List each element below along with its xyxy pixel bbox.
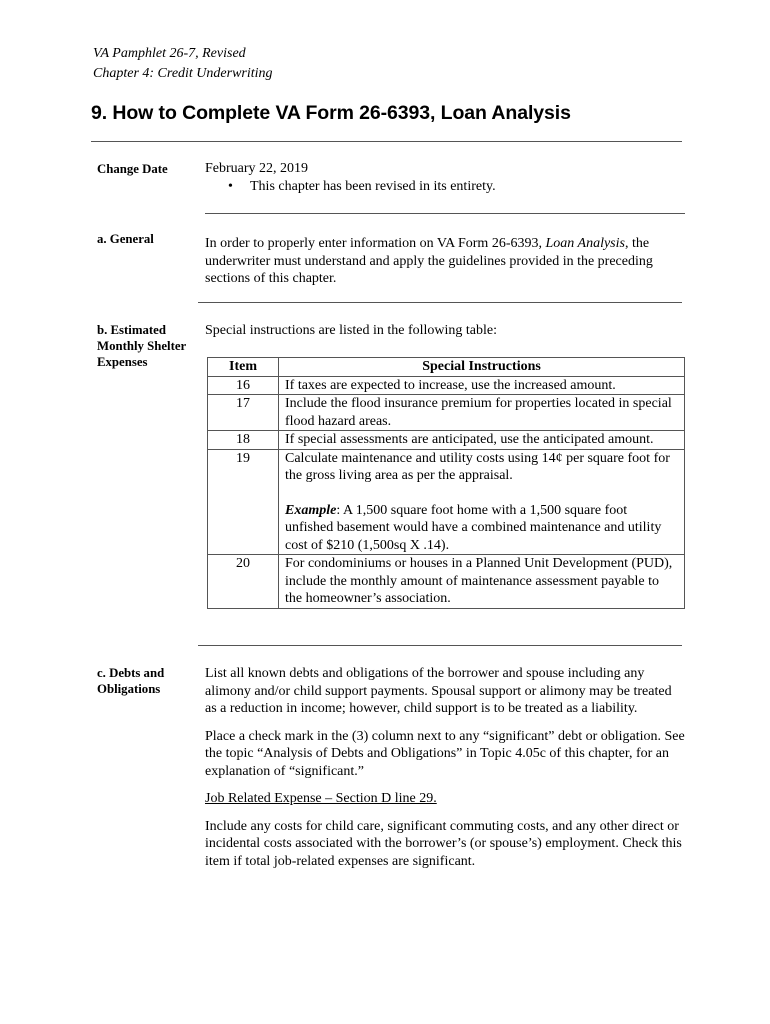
table-row [208, 431, 685, 450]
item-number: 20 [208, 555, 279, 609]
header-pamphlet: VA Pamphlet 26-7, Revised [93, 46, 246, 61]
change-date-label: Change Date [97, 162, 168, 176]
general-text-part: In order to properly enter information on VA Form 26-6393, [205, 236, 546, 251]
general-form-name: Loan Analysis [545, 236, 625, 251]
change-date-bullet-text: This chapter has been revised in its entirety. [250, 179, 496, 194]
debts-paragraph: List all known debts and obligations of the borrower and spouse including any alimony and/or child support payments. Spousal support or alimony may be treated as a reduction in income; however, child support is to be treated as a liability. [205, 666, 672, 716]
general-label: a. General [97, 232, 154, 246]
instruction-text: Include the flood insurance premium for properties located in special flood hazard areas. [279, 395, 685, 431]
change-date-value: February 22, 2019 [205, 161, 309, 176]
instruction-text: If special assessments are anticipated, use the anticipated amount. [279, 431, 685, 450]
bullet-icon: • [228, 179, 233, 194]
instruction-example [285, 502, 678, 555]
general-text [205, 235, 685, 288]
instruction-text: For condominiums or houses in a Planned Unit Development (PUD), include the monthly amount of maintenance assessment payable to the homeowner’s association. [279, 555, 685, 609]
column-header-item: Item [208, 358, 279, 377]
divider [198, 302, 682, 303]
table-row [208, 395, 685, 431]
example-text: : A 1,500 square foot home with a 1,500 square foot unfished basement would have a combined maintenance and utility cost of $210 (1,500sq X .14). [285, 502, 662, 553]
table-row [208, 449, 685, 555]
debts-label: c. Debts and Obligations [97, 666, 165, 696]
shelter-intro: Special instructions are listed in the following table: [205, 323, 497, 338]
debts-paragraph: Place a check mark in the (3) column next to any “significant” debt or obligation. See the topic “Analysis of Debts and Obligations” in Topic 4.05c of this chapter, for an explanation of “significant.” [205, 728, 685, 779]
instruction-cell [279, 449, 685, 555]
table-row [208, 376, 685, 395]
example-label: Example [285, 502, 337, 518]
table-row [208, 555, 685, 609]
shelter-label: b. Estimated Monthly Shelter Expenses [97, 323, 186, 369]
table-header-row [208, 358, 685, 377]
divider [205, 213, 685, 214]
item-number: 16 [208, 376, 279, 395]
change-date-bullet [228, 178, 496, 196]
item-number: 17 [208, 395, 279, 431]
header-chapter: Chapter 4: Credit Underwriting [93, 66, 273, 81]
item-number: 19 [208, 449, 279, 555]
page-title: 9. How to Complete VA Form 26-6393, Loan Analysis [91, 102, 571, 124]
column-header-instructions: Special Instructions [279, 358, 685, 377]
instruction-text: If taxes are expected to increase, use the increased amount. [279, 376, 685, 395]
debts-content [205, 665, 685, 870]
item-number: 18 [208, 431, 279, 450]
job-related-heading: Job Related Expense – Section D line 29. [205, 791, 437, 806]
instruction-text: Calculate maintenance and utility costs using 14¢ per square foot for the gross living area as per the appraisal. [285, 450, 670, 483]
special-instructions-table [207, 357, 685, 609]
general-text-part: , the underwriter must understand and apply the guidelines provided in the preceding sections of this chapter. [205, 236, 653, 286]
debts-paragraph: Include any costs for child care, significant commuting costs, and any other direct or incidental costs associated with the borrower’s (or spouse’s) employment. Check this item if total job-related expenses are significant. [205, 818, 682, 869]
divider [91, 141, 682, 142]
divider [198, 645, 682, 646]
